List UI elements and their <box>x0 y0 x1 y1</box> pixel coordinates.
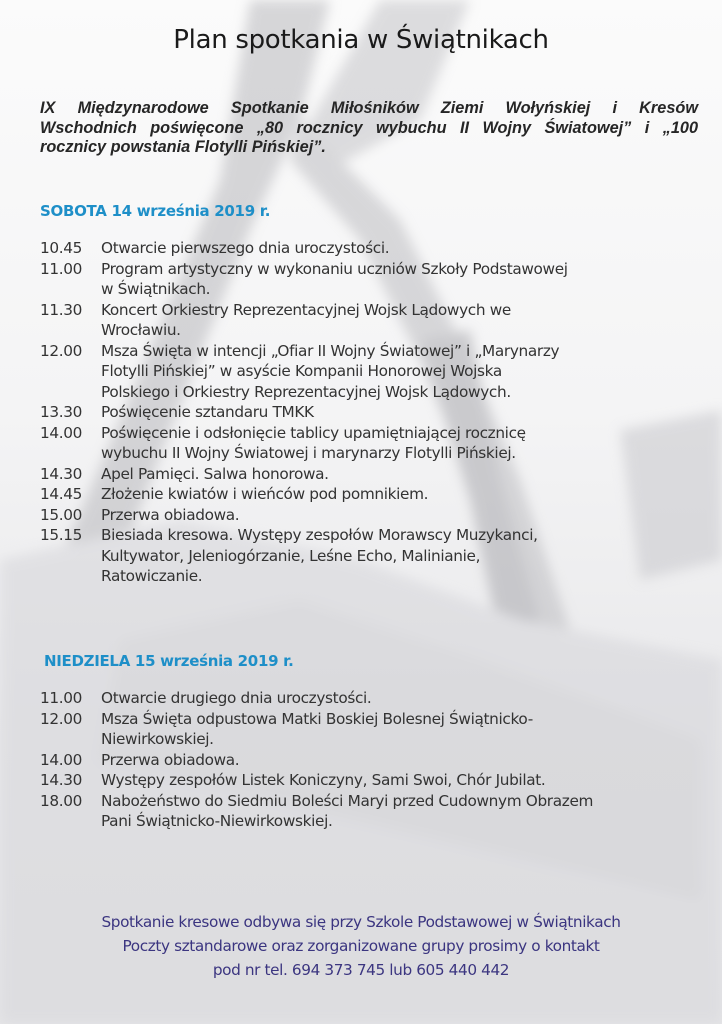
item-time: 11.00 <box>40 259 83 278</box>
description-line: Flotylli Pińskiej” w asyście Kompanii Honorowej Wojska <box>101 362 502 380</box>
description-line: Przerwa obiadowa. <box>101 750 240 769</box>
description-line: Program artystyczny w wykonaniu uczniów Szkoły Podstawowej <box>101 259 568 278</box>
item-description <box>101 464 680 485</box>
item-description <box>101 238 680 259</box>
item-description <box>101 709 680 750</box>
item-time: 14.30 <box>40 464 83 483</box>
item-time: 14.00 <box>40 750 83 769</box>
page-title: Plan spotkania w Świątnikach <box>173 25 549 55</box>
item-description <box>101 402 680 423</box>
description-line: Kultywator, Jeleniogórzanie, Leśne Echo, Malinianie, <box>101 546 481 565</box>
schedule-item <box>40 709 680 750</box>
intro-paragraph <box>40 99 698 158</box>
item-time: 14.45 <box>40 485 83 503</box>
description-line: wybuchu II Wojny Światowej i marynarzy Flotylli Pińskiej. <box>101 444 516 462</box>
item-description <box>101 341 680 403</box>
schedule-item <box>40 688 680 709</box>
item-description <box>101 423 680 464</box>
item-description <box>101 484 680 505</box>
item-time: 13.30 <box>40 403 83 421</box>
schedule-item <box>40 402 680 423</box>
intro-line: rocznicy powstania Flotylli Pińskiej”. <box>40 138 326 156</box>
schedule-item <box>40 505 680 526</box>
item-description <box>101 525 680 587</box>
description-line: Msza Święta odpustowa Matki Boskiej Bolesnej Świątnicko- <box>101 709 533 728</box>
day-heading-sunday: NIEDZIELA 15 września 2019 r. <box>44 652 294 670</box>
schedule-item <box>40 464 680 485</box>
footer-line: Poczty sztandarowe oraz zorganizowane grupy prosimy o kontakt <box>122 937 600 955</box>
day-heading-saturday: SOBOTA 14 września 2019 r. <box>40 202 271 220</box>
item-description <box>101 770 680 791</box>
intro-line: IX Międzynarodowe Spotkanie Miłośników Ziemi Wołyńskiej i Kresów <box>40 99 698 117</box>
item-time: 12.00 <box>40 709 83 728</box>
description-line: Wrocławiu. <box>101 321 181 339</box>
description-line: Biesiada kresowa. Występy zespołów Morawscy Muzykanci, <box>101 526 538 544</box>
description-line: Przerwa obiadowa. <box>101 505 240 524</box>
item-time: 10.45 <box>40 239 83 257</box>
item-time: 11.00 <box>40 689 83 707</box>
description-line: Ratowiczanie. <box>101 567 203 585</box>
description-line: Koncert Orkiestry Reprezentacyjnej Wojsk Lądowych we <box>101 300 511 319</box>
schedule-sunday <box>40 688 680 832</box>
schedule-item <box>40 750 680 771</box>
schedule-item <box>40 341 680 403</box>
footer-line: Spotkanie kresowe odbywa się przy Szkole Podstawowej w Świątnikach <box>101 913 621 931</box>
description-line: Polskiego i Orkiestry Reprezentacyjnej Wojsk Lądowych. <box>101 382 511 401</box>
footer-line: pod nr tel. 694 373 745 lub 605 440 442 <box>212 961 510 979</box>
description-line: Występy zespołów Listek Koniczyny, Sami Swoi, Chór Jubilat. <box>101 771 546 789</box>
intro-line: Wschodnich poświęcone „80 rocznicy wybuchu II Wojny Światowej” i „100 <box>40 118 698 137</box>
description-line: Apel Pamięci. Salwa honorowa. <box>101 464 329 483</box>
item-time: 12.00 <box>40 341 83 360</box>
item-description <box>101 791 680 832</box>
description-line: Złożenie kwiatów i wieńców pod pomnikiem. <box>101 485 429 503</box>
item-time: 14.00 <box>40 423 83 442</box>
item-time: 18.00 <box>40 791 83 810</box>
item-time: 15.00 <box>40 505 83 524</box>
description-line: Otwarcie pierwszego dnia uroczystości. <box>101 239 390 257</box>
item-description <box>101 688 680 709</box>
description-line: Poświęcenie i odsłonięcie tablicy upamiętniającej rocznicę <box>101 423 526 442</box>
contact-footer <box>0 910 722 982</box>
schedule-item <box>40 770 680 791</box>
item-description <box>101 750 680 771</box>
description-line: Otwarcie drugiego dnia uroczystości. <box>101 689 372 707</box>
schedule-saturday <box>40 238 680 587</box>
item-time: 14.30 <box>40 771 83 789</box>
schedule-item <box>40 259 680 300</box>
item-description <box>101 259 680 300</box>
schedule-item <box>40 525 680 587</box>
schedule-item <box>40 484 680 505</box>
description-line: Niewirkowskiej. <box>101 730 214 748</box>
schedule-item <box>40 423 680 464</box>
schedule-item <box>40 238 680 259</box>
description-line: w Świątnikach. <box>101 280 211 298</box>
description-line: Nabożeństwo do Siedmiu Boleści Maryi przed Cudownym Obrazem <box>101 791 594 810</box>
schedule-item <box>40 300 680 341</box>
schedule-item <box>40 791 680 832</box>
description-line: Poświęcenie sztandaru TMKK <box>101 403 314 421</box>
item-description <box>101 300 680 341</box>
description-line: Pani Świątnicko-Niewirkowskiej. <box>101 812 333 830</box>
description-line: Msza Święta w intencji „Ofiar II Wojny Światowej” i „Marynarzy <box>101 341 560 360</box>
item-time: 15.15 <box>40 526 83 544</box>
item-description <box>101 505 680 526</box>
item-time: 11.30 <box>40 300 83 319</box>
